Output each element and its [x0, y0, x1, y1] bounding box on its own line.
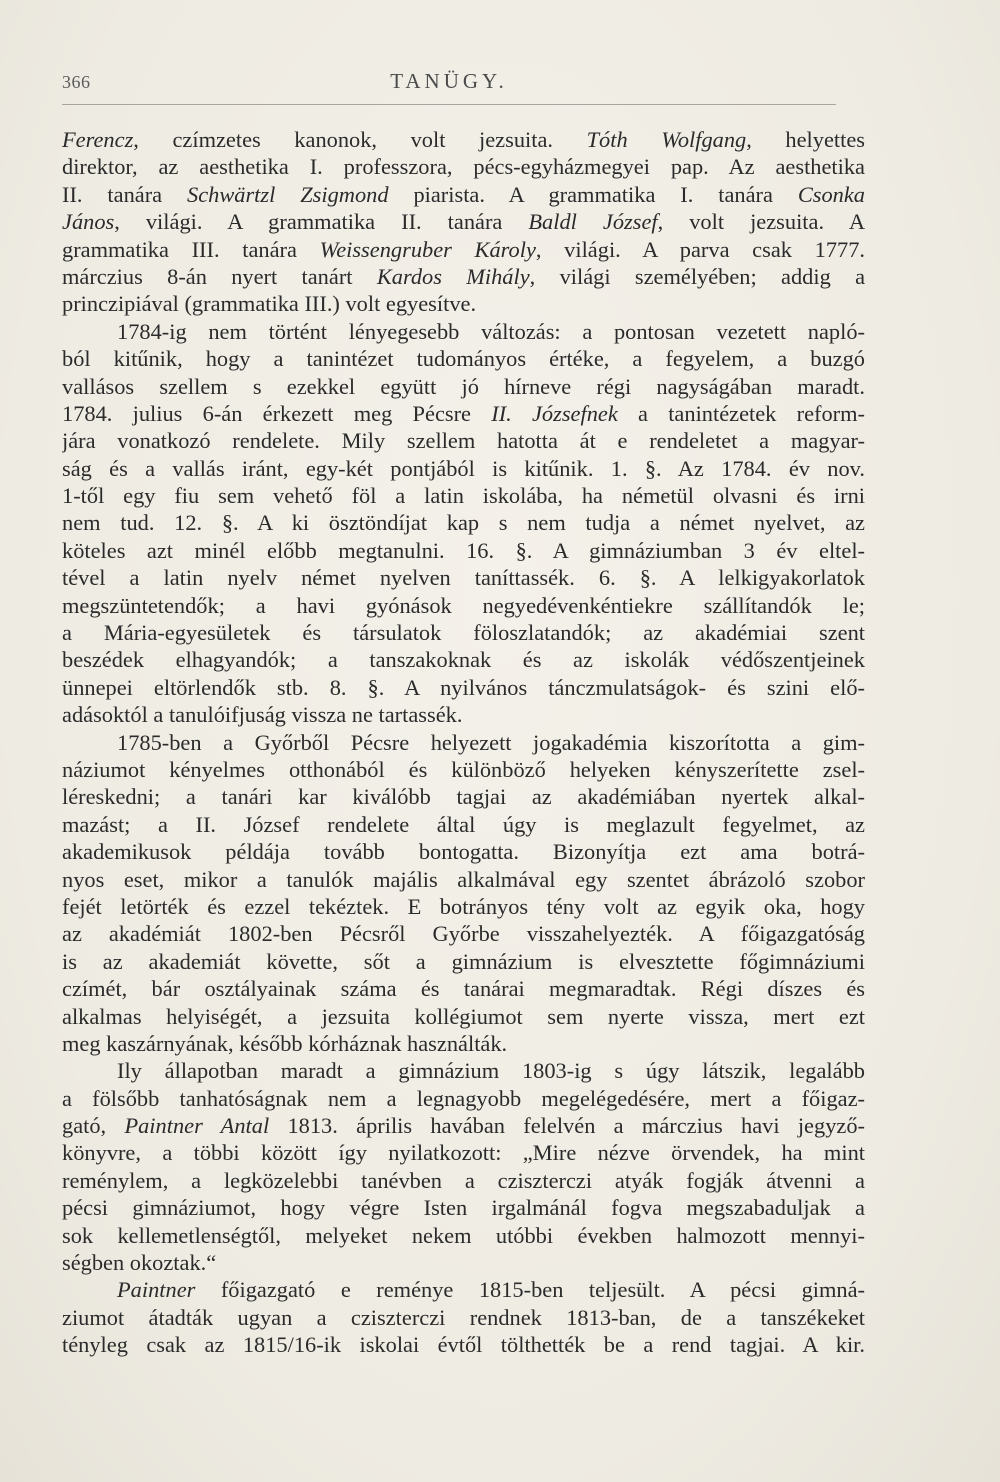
text-line: sok kellemetlenségtől, melyeket nekem utóbbi években halmozott mennyi- — [62, 1222, 865, 1248]
text-line: náziumot kényelmes otthonából és különböző helyeken kényszerítette zsel- — [62, 756, 865, 782]
text-line: alkalmas helyiségét, a jezsuita kollégiumot sem nyerte vissza, mert ezt — [62, 1003, 865, 1029]
text-line: köteles azt minél előbb megtanulni. 16. §. A gimnáziumban 3 év eltel- — [62, 537, 865, 563]
body-text — [62, 126, 865, 1359]
text-line: adásoktól a tanulóifjuság vissza ne tartassék. — [62, 702, 463, 728]
text-line: grammatika III. tanára Weissengruber Károly, világi. A parva csak 1777. — [62, 236, 865, 262]
running-title: TANÜGY. — [390, 69, 508, 93]
text-line: Ferencz, czímzetes kanonok, volt jezsuita. Tóth Wolfgang, helyettes — [62, 127, 865, 152]
text-line: a Mária-egyesületek és társulatok föloszlatandók; az akadémiai szent — [62, 620, 865, 646]
page-number: 366 — [62, 72, 91, 92]
text-line: 1-től egy fiu sem vehető föl a latin iskolába, ha németül olvasni és irni — [62, 483, 865, 509]
text-line: márczius 8-án nyert tanárt Kardos Mihály, világi személyében; addig a — [62, 263, 865, 289]
text-line: czímét, bár osztályainak száma és tanárai megmaradtak. Régi díszes és — [62, 976, 865, 1002]
text-line: könyvre, a többi között így nyilatkozott: „Mire nézve örvendek, ha mint — [62, 1140, 865, 1166]
text-line: Ily állapotban maradt a gimnázium 1803-ig s úgy látszik, legalább — [117, 1058, 865, 1084]
text-line: ság és a vallás iránt, egy-két pontjából is kitűnik. 1. §. Az 1784. év nov. — [62, 455, 865, 481]
text-line: ünnepei eltörlendők stb. 8. §. A nyilvános tánczmulatságok- és szini elő- — [62, 674, 865, 700]
text-line: nyos eset, mikor a tanulók majális alkalmával egy szentet ábrázoló szobor — [62, 866, 865, 892]
text-line: ból kitűnik, hogy a tanintézet tudományos értéke, a fegyelem, a buzgó — [62, 346, 865, 372]
text-line: a fölsőbb tanhatóságnak nem a legnagyobb megelégedésére, mert a főigaz- — [62, 1085, 865, 1111]
text-line: az akadémiát 1802-ben Pécsről Győrbe visszahelyezték. A főigazgatóság — [62, 921, 865, 947]
text-line: meg kaszárnyának, később kórháznak használták. — [62, 1030, 508, 1056]
text-line: gató, Paintner Antal 1813. április havában felelvén a márczius havi jegyző- — [62, 1113, 865, 1139]
text-line: ségben okoztak.“ — [62, 1250, 217, 1276]
text-line: 1784. julius 6-án érkezett meg Pécsre II. Józsefnek a tanintézetek reform- — [62, 400, 865, 426]
text-line: beszédek elhagyandók; a tanszakoknak és az iskolák védőszentjeinek — [62, 647, 865, 673]
text-line: pécsi gimnáziumot, hogy végre Isten irgalmánál fogva megszabaduljak a — [62, 1195, 865, 1221]
text-line: is az akademiát követte, sőt a gimnázium is elvesztette főgimnáziumi — [62, 948, 865, 974]
text-line: Paintner főigazgató e reménye 1815-ben teljesült. A pécsi gimná- — [117, 1277, 865, 1303]
text-line: tével a latin nyelv német nyelven taníttassék. 6. §. A lelkigyakorlatok — [62, 565, 865, 591]
text-line: princzipiával (grammatika III.) volt egyesítve. — [62, 291, 477, 317]
text-line: mazást; a II. József rendelete által úgy is meglazult fegyelmet, az — [62, 811, 865, 837]
text-line: II. tanára Schwärtzl Zsigmond piarista. A grammatika I. tanára Csonka — [62, 181, 865, 207]
text-line: akademikusok példája tovább bontogatta. Bizonyítja ezt ama botrá- — [62, 839, 865, 865]
text-line: léreskedni; a tanári kar kiválóbb tagjai az akadémiában nyertek alkal- — [62, 784, 865, 810]
text-line: nem tud. 12. §. A ki ösztöndíjat kap s nem tudja a német nyelvet, az — [62, 510, 865, 536]
text-line: jára vonatkozó rendelete. Mily szellem hatotta át e rendeletet a magyar- — [62, 428, 865, 454]
page-header — [62, 69, 836, 102]
text-line: fejét letörték és ezzel tekéztek. E botrányos tény volt az egyik oka, hogy — [62, 893, 865, 919]
text-line: reménylem, a legközelebbi tanévben a cziszterczi atyák fogják átvenni a — [62, 1167, 865, 1193]
text-line: 1785-ben a Győrből Pécsre helyezett jogakadémia kiszorította a gim- — [117, 729, 865, 755]
text-line: megszüntetendők; a havi gyónások negyedévenkéntiekre szállítandók le; — [62, 592, 865, 618]
text-line: tényleg csak az 1815/16-ik iskolai évtől tölthették be a rend tagjai. A kir. — [62, 1332, 865, 1358]
text-line: vallásos szellem s ezekkel együtt jó hírneve régi nagyságában maradt. — [62, 373, 865, 399]
header-rule — [62, 104, 836, 105]
text-line: 1784-ig nem történt lényegesebb változás: a pontosan vezetett napló- — [117, 318, 865, 344]
text-line: ziumot átadták ugyan a cziszterczi rendnek 1813-ban, de a tanszékeket — [62, 1304, 865, 1330]
text-line: direktor, az aesthetika I. professzora, pécs-egyházmegyei pap. Az aesthetika — [62, 154, 865, 180]
text-line: János, világi. A grammatika II. tanára Baldl József, volt jezsuita. A — [62, 209, 865, 235]
